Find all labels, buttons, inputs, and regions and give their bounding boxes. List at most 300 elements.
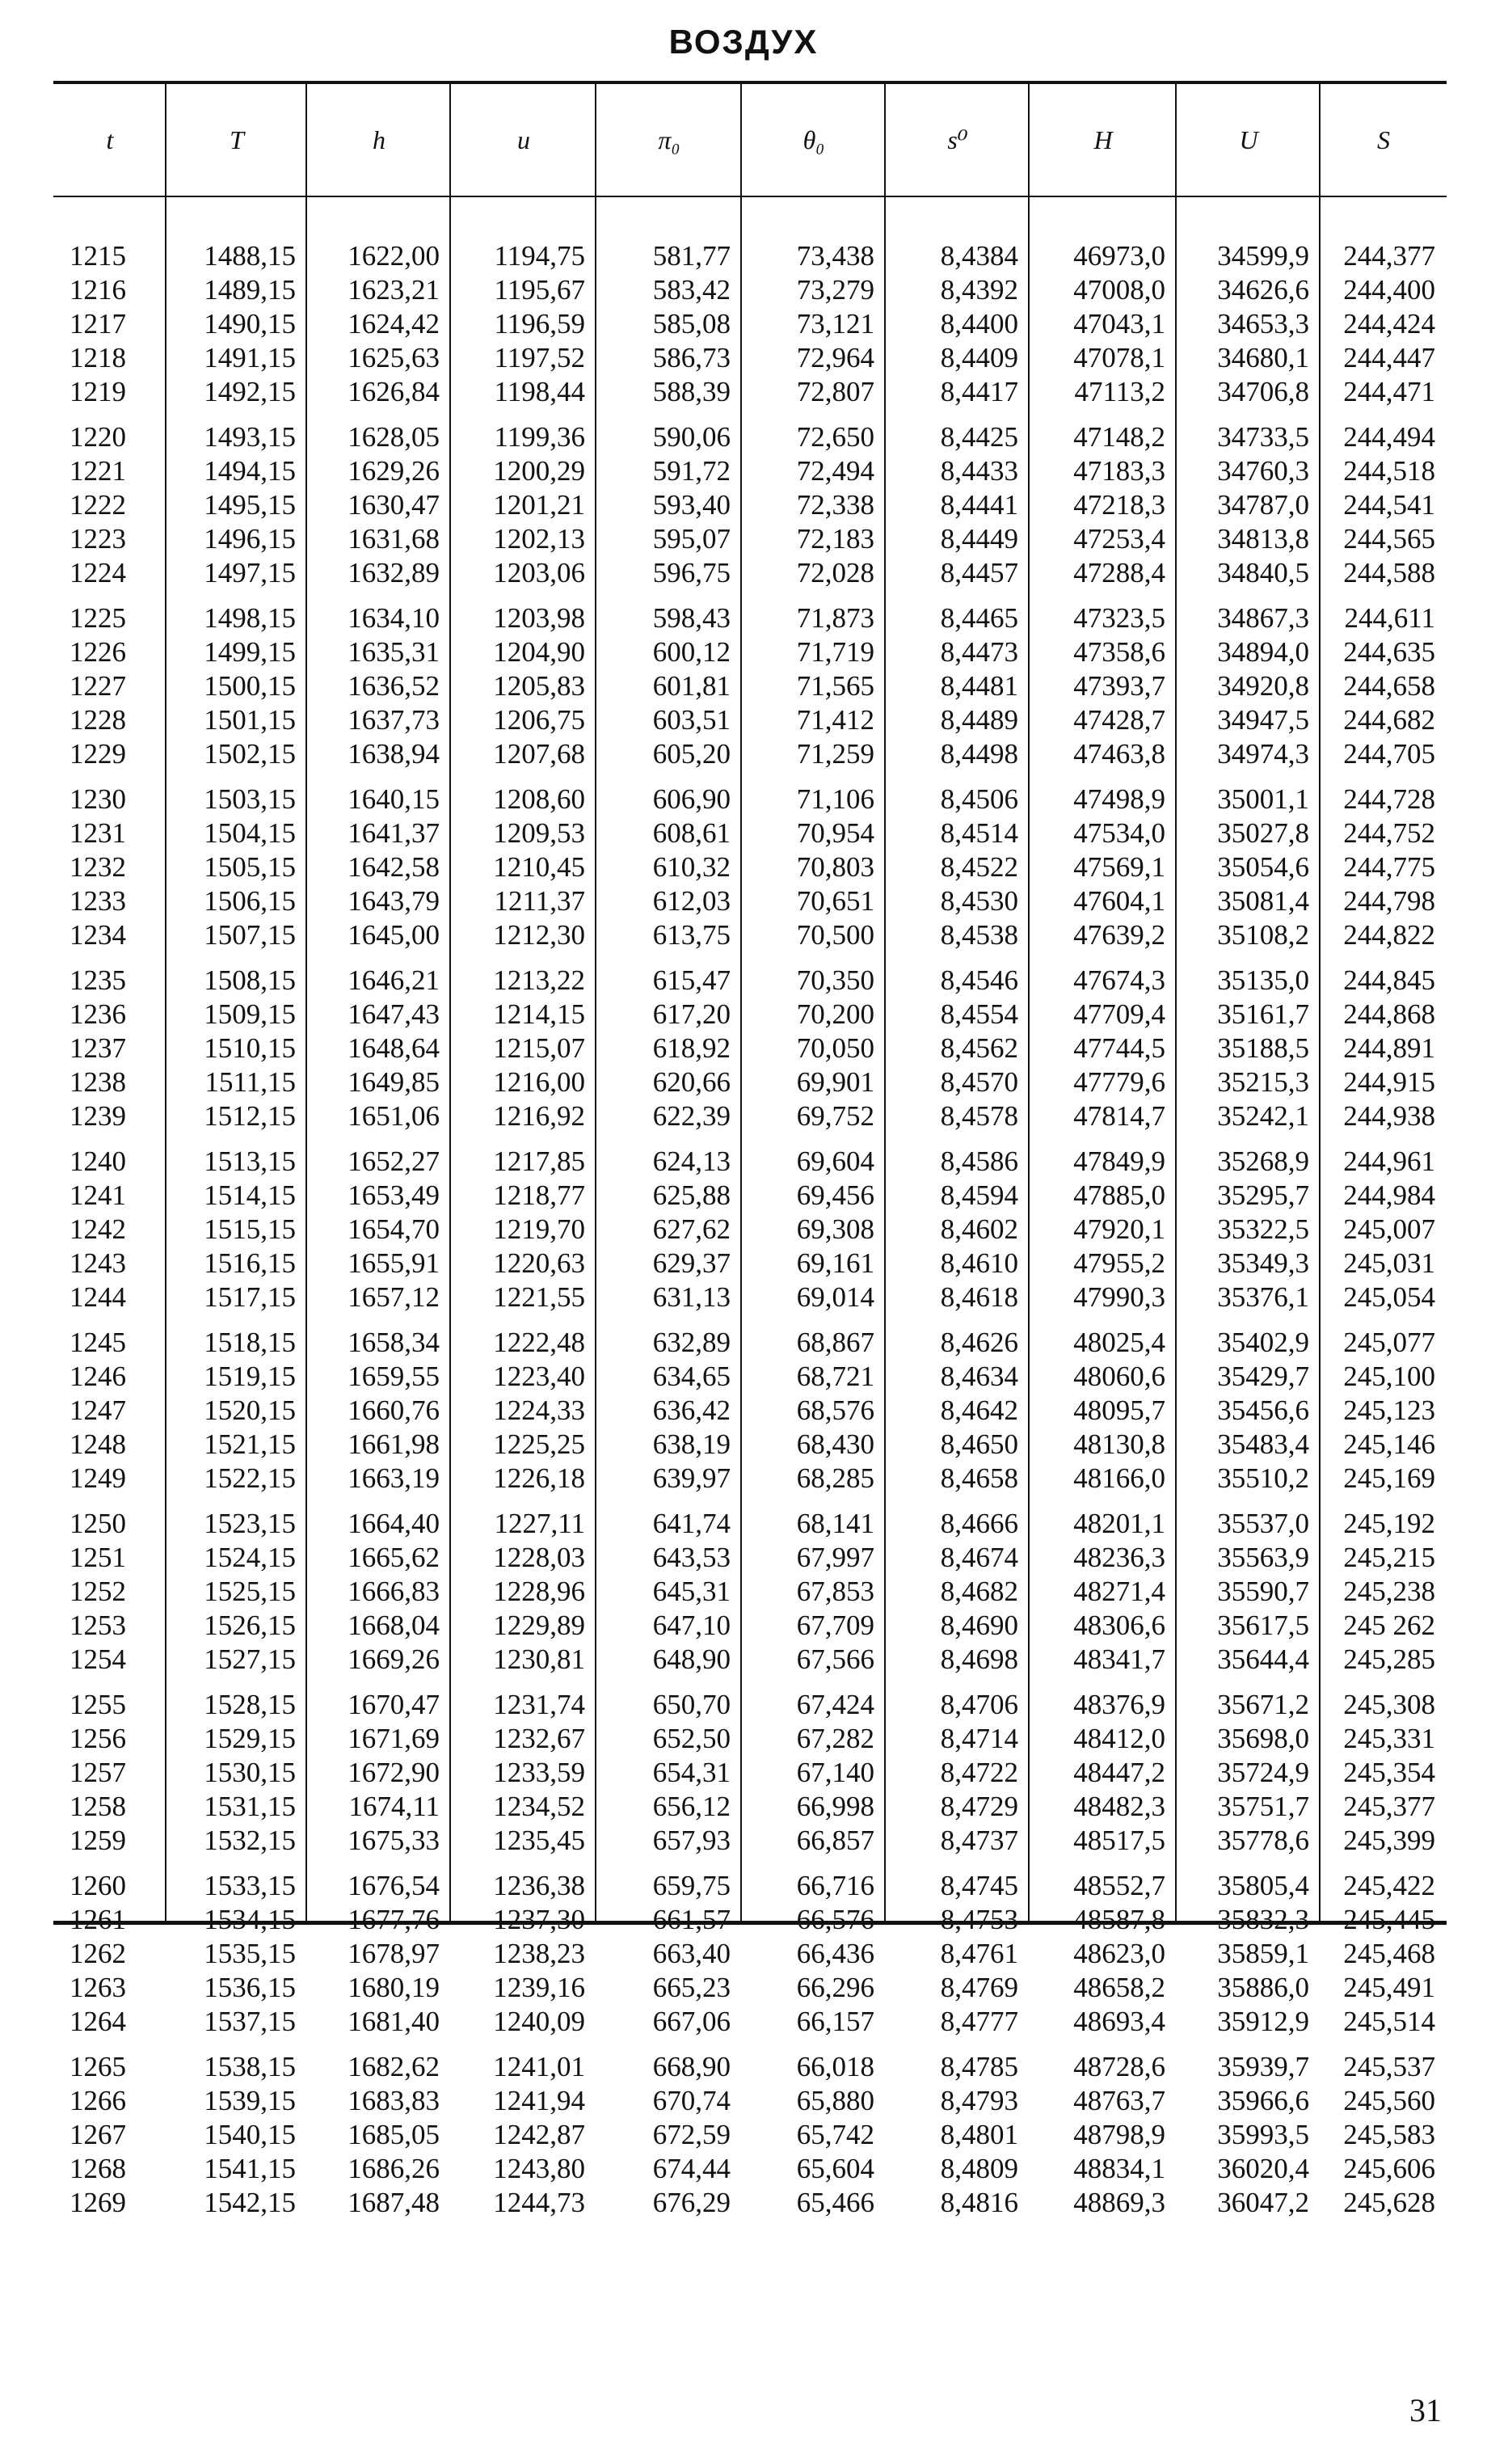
table-cell: 1230,81 (493, 1643, 585, 1675)
table-cell: 656,12 (652, 1791, 731, 1822)
table-cell: 67,566 (796, 1643, 874, 1675)
column-pi0 (596, 197, 742, 2218)
table-cell: 71,565 (796, 670, 874, 702)
table-cell: 245,445 (1343, 1904, 1435, 1935)
table-cell: 1542,15 (204, 2187, 296, 2218)
column-T (166, 197, 307, 2218)
table-cell: 1502,15 (204, 738, 296, 770)
table-cell: 1660,76 (348, 1394, 440, 1426)
table-cell: 245,238 (1343, 1576, 1435, 1607)
table-cell: 245,215 (1343, 1542, 1435, 1573)
table-cell: 1630,47 (348, 489, 440, 521)
table-cell: 73,438 (796, 240, 874, 272)
table-cell: 47639,2 (1073, 919, 1165, 951)
table-cell: 1653,49 (348, 1179, 440, 1211)
table-cell: 8,4570 (940, 1066, 1018, 1098)
table-cell: 1257 (70, 1757, 126, 1788)
table-cell: 68,430 (796, 1428, 874, 1460)
table-cell: 1263 (70, 1972, 126, 2003)
table-cell: 72,494 (796, 455, 874, 487)
table-cell: 1535,15 (204, 1938, 296, 1969)
table-cell: 244,400 (1343, 274, 1435, 306)
column-header-h: h (307, 84, 451, 196)
column-u (451, 197, 596, 2218)
table-cell: 1222 (70, 489, 126, 521)
table-cell: 244,635 (1343, 636, 1435, 668)
table-cell: 1518,15 (204, 1327, 296, 1358)
table-cell: 245 262 (1343, 1610, 1435, 1641)
table-cell: 47253,4 (1073, 523, 1165, 555)
table-cell: 1219 (70, 376, 126, 407)
table-cell: 615,47 (652, 964, 731, 996)
table-cell: 1671,69 (348, 1723, 440, 1754)
table-cell: 8,4473 (940, 636, 1018, 668)
table-cell: 69,308 (796, 1213, 874, 1245)
table-cell: 47849,9 (1073, 1146, 1165, 1177)
table-cell: 1494,15 (204, 455, 296, 487)
table-cell: 1240,09 (493, 2006, 585, 2037)
table-cell: 1241 (70, 1179, 126, 1211)
table-cell: 1664,40 (348, 1508, 440, 1539)
table-cell: 641,74 (652, 1508, 731, 1539)
table-cell: 1493,15 (204, 421, 296, 453)
table-cell: 34760,3 (1217, 455, 1309, 487)
table-cell: 34653,3 (1217, 308, 1309, 340)
column-header-pi0: π₀ (596, 84, 742, 196)
table-cell: 244,377 (1343, 240, 1435, 272)
table-cell: 1631,68 (348, 523, 440, 555)
table-cell: 244,915 (1343, 1066, 1435, 1098)
table-cell: 591,72 (652, 455, 731, 487)
table-cell: 1235 (70, 964, 126, 996)
table-cell: 244,682 (1343, 704, 1435, 736)
table-cell: 1231,74 (493, 1689, 585, 1720)
table-cell: 1520,15 (204, 1394, 296, 1426)
table-cell: 648,90 (652, 1643, 731, 1675)
table-cell: 47990,3 (1073, 1281, 1165, 1313)
table-cell: 1652,27 (348, 1146, 440, 1177)
table-cell: 1526,15 (204, 1610, 296, 1641)
table-cell: 8,4618 (940, 1281, 1018, 1313)
table-cell: 72,807 (796, 376, 874, 407)
table-cell: 35590,7 (1217, 1576, 1309, 1607)
table-cell: 1507,15 (204, 919, 296, 951)
table-cell: 8,4417 (940, 376, 1018, 407)
table-cell: 71,259 (796, 738, 874, 770)
table-cell: 244,961 (1343, 1146, 1435, 1177)
table-cell: 47148,2 (1073, 421, 1165, 453)
table-cell: 47604,1 (1073, 885, 1165, 917)
table-cell: 66,436 (796, 1938, 874, 1969)
table-cell: 48517,5 (1073, 1825, 1165, 1856)
table-cell: 1638,94 (348, 738, 440, 770)
table-cell: 1248 (70, 1428, 126, 1460)
table-cell: 1234,52 (493, 1791, 585, 1822)
table-cell: 613,75 (652, 919, 731, 951)
table-cell: 1265 (70, 2051, 126, 2082)
table-cell: 1643,79 (348, 885, 440, 917)
table-cell: 1217,85 (493, 1146, 585, 1177)
table-cell: 65,466 (796, 2187, 874, 2218)
table-cell: 8,4400 (940, 308, 1018, 340)
table-cell: 66,157 (796, 2006, 874, 2037)
table-cell: 632,89 (652, 1327, 731, 1358)
table-cell: 608,61 (652, 817, 731, 849)
table-cell: 1651,06 (348, 1100, 440, 1132)
table-cell: 35161,7 (1217, 998, 1309, 1030)
table-cell: 35617,5 (1217, 1610, 1309, 1641)
table-cell: 667,06 (652, 2006, 731, 2037)
table-cell: 639,97 (652, 1462, 731, 1494)
table-cell: 35429,7 (1217, 1361, 1309, 1392)
table-cell: 244,705 (1343, 738, 1435, 770)
table-cell: 65,742 (796, 2119, 874, 2150)
table-cell: 1677,76 (348, 1904, 440, 1935)
table-cell: 654,31 (652, 1757, 731, 1788)
table-cell: 1516,15 (204, 1247, 296, 1279)
table-cell: 1629,26 (348, 455, 440, 487)
table-cell: 629,37 (652, 1247, 731, 1279)
table-cell: 1243,80 (493, 2153, 585, 2184)
table-cell: 47183,3 (1073, 455, 1165, 487)
table-cell: 1256 (70, 1723, 126, 1754)
table-cell: 244,471 (1343, 376, 1435, 407)
table-cell: 35939,7 (1217, 2051, 1309, 2082)
table-cell: 1218,77 (493, 1179, 585, 1211)
table-cell: 1218 (70, 342, 126, 373)
table-cell: 1488,15 (204, 240, 296, 272)
table-cell: 1222,48 (493, 1327, 585, 1358)
table-cell: 1659,55 (348, 1361, 440, 1392)
table-cell: 36020,4 (1217, 2153, 1309, 2184)
table-cell: 1268 (70, 2153, 126, 2184)
table-cell: 622,39 (652, 1100, 731, 1132)
table-cell: 1495,15 (204, 489, 296, 521)
table-cell: 1537,15 (204, 2006, 296, 2037)
table-cell: 1524,15 (204, 1542, 296, 1573)
column-header-theta0: θ₀ (742, 84, 886, 196)
table-cell: 67,140 (796, 1757, 874, 1788)
table-cell: 581,77 (652, 240, 731, 272)
table-cell: 73,121 (796, 308, 874, 340)
table-cell: 35859,1 (1217, 1938, 1309, 1969)
table-cell: 1212,30 (493, 919, 585, 951)
table-cell: 1685,05 (348, 2119, 440, 2150)
table-cell: 1242 (70, 1213, 126, 1245)
table-cell: 8,4753 (940, 1904, 1018, 1935)
table-cell: 8,4658 (940, 1462, 1018, 1494)
table-cell: 1267 (70, 2119, 126, 2150)
table-cell: 245,628 (1343, 2187, 1435, 2218)
table-cell: 34680,1 (1217, 342, 1309, 373)
table-cell: 657,93 (652, 1825, 731, 1856)
table-cell: 66,018 (796, 2051, 874, 2082)
column-S (1321, 197, 1447, 2218)
table-cell: 35402,9 (1217, 1327, 1309, 1358)
table-cell: 48834,1 (1073, 2153, 1165, 2184)
table-cell: 35644,4 (1217, 1643, 1309, 1675)
table-cell: 8,4698 (940, 1643, 1018, 1675)
table-cell: 1226,18 (493, 1462, 585, 1494)
table-cell: 1220,63 (493, 1247, 585, 1279)
table-cell: 1211,37 (494, 885, 585, 917)
table-cell: 1253 (70, 1610, 126, 1641)
table-cell: 1628,05 (348, 421, 440, 453)
table-cell: 1687,48 (348, 2187, 440, 2218)
table-cell: 620,66 (652, 1066, 731, 1098)
table-cell: 48447,2 (1073, 1757, 1165, 1788)
table-cell: 1196,59 (494, 308, 585, 340)
table-cell: 245,537 (1343, 2051, 1435, 2082)
table-cell: 8,4554 (940, 998, 1018, 1030)
table-cell: 1686,26 (348, 2153, 440, 2184)
table-cell: 1676,54 (348, 1870, 440, 1901)
table-cell: 617,20 (652, 998, 731, 1030)
table-cell: 1512,15 (204, 1100, 296, 1132)
table-cell: 1515,15 (204, 1213, 296, 1245)
table-cell: 1252 (70, 1576, 126, 1607)
table-cell: 674,44 (652, 2153, 731, 2184)
table-cell: 598,43 (652, 602, 731, 634)
table-cell: 1215,07 (493, 1032, 585, 1064)
table-cell: 48201,1 (1073, 1508, 1165, 1539)
table-cell: 35376,1 (1217, 1281, 1309, 1313)
table-cell: 34947,5 (1217, 704, 1309, 736)
table-cell: 1670,47 (348, 1689, 440, 1720)
table-cell: 1641,37 (348, 817, 440, 849)
table-cell: 1511,15 (204, 1066, 296, 1098)
table-cell: 1246 (70, 1361, 126, 1392)
column-header-S: S (1377, 124, 1390, 154)
table-cell: 1533,15 (204, 1870, 296, 1901)
table-cell: 1622,00 (348, 240, 440, 272)
table-cell: 647,10 (652, 1610, 731, 1641)
column-h (307, 197, 451, 2218)
table-cell: 48763,7 (1073, 2085, 1165, 2116)
table-cell: 35268,9 (1217, 1146, 1309, 1177)
table-cell: 34894,0 (1217, 636, 1309, 668)
table-cell: 70,803 (796, 851, 874, 883)
table-cell: 1540,15 (204, 2119, 296, 2150)
table-cell: 1635,31 (348, 636, 440, 668)
table-cell: 69,901 (796, 1066, 874, 1098)
table-cell: 8,4626 (940, 1327, 1018, 1358)
table-cell: 68,141 (796, 1508, 874, 1539)
table-cell: 48130,8 (1073, 1428, 1165, 1460)
table-cell: 659,75 (652, 1870, 731, 1901)
table-cell: 244,588 (1343, 557, 1435, 589)
table-cell: 1646,21 (348, 964, 440, 996)
table-cell: 48306,6 (1073, 1610, 1165, 1641)
table-cell: 1503,15 (204, 783, 296, 815)
table-cell: 1227,11 (494, 1508, 585, 1539)
table-cell: 1648,64 (348, 1032, 440, 1064)
table-cell: 245,422 (1343, 1870, 1435, 1901)
table-cell: 35242,1 (1217, 1100, 1309, 1132)
table-cell: 8,4801 (940, 2119, 1018, 2150)
table-cell: 8,4562 (940, 1032, 1018, 1064)
table-cell: 35001,1 (1217, 783, 1309, 815)
column-H (1030, 197, 1177, 2218)
table-cell: 245,514 (1343, 2006, 1435, 2037)
table-cell: 66,576 (796, 1904, 874, 1935)
table-cell: 1250 (70, 1508, 126, 1539)
table-cell: 1266 (70, 2085, 126, 2116)
table-cell: 1199,36 (494, 421, 585, 453)
table-cell: 1205,83 (493, 670, 585, 702)
table-cell: 1204,90 (493, 636, 585, 668)
table-cell: 48552,7 (1073, 1870, 1165, 1901)
table-cell: 71,719 (796, 636, 874, 668)
table-cell: 67,424 (796, 1689, 874, 1720)
table-cell: 244,424 (1343, 308, 1435, 340)
table-cell: 8,4769 (940, 1972, 1018, 2003)
table-cell: 600,12 (652, 636, 731, 668)
table-cell: 1663,19 (348, 1462, 440, 1494)
table-cell: 627,62 (652, 1213, 731, 1245)
table-cell: 1505,15 (204, 851, 296, 883)
table-cell: 70,200 (796, 998, 874, 1030)
table-cell: 588,39 (652, 376, 731, 407)
table-cell: 47569,1 (1073, 851, 1165, 883)
table-cell: 244,658 (1343, 670, 1435, 702)
table-cell: 1624,42 (348, 308, 440, 340)
table-cell: 70,651 (796, 885, 874, 917)
table-cell: 244,798 (1343, 885, 1435, 917)
table-cell: 1530,15 (204, 1757, 296, 1788)
table-cell: 606,90 (652, 783, 731, 815)
table-cell: 47709,4 (1073, 998, 1165, 1030)
table-cell: 1532,15 (204, 1825, 296, 1856)
table-cell: 1234 (70, 919, 126, 951)
table-cell: 244,822 (1343, 919, 1435, 951)
table-cell: 72,338 (796, 489, 874, 521)
table-cell: 34813,8 (1217, 523, 1309, 555)
table-cell: 601,81 (652, 670, 731, 702)
table-cell: 1654,70 (348, 1213, 440, 1245)
table-cell: 244,447 (1343, 342, 1435, 373)
table-cell: 1215 (70, 240, 126, 272)
table-cell: 67,997 (796, 1542, 874, 1573)
table-cell: 71,873 (796, 602, 874, 634)
table-cell: 34974,3 (1217, 738, 1309, 770)
table-cell: 1236 (70, 998, 126, 1030)
table-cell: 8,4514 (940, 817, 1018, 849)
column-header-T: T (166, 84, 307, 196)
table-cell: 65,604 (796, 2153, 874, 2184)
table-cell: 65,880 (796, 2085, 874, 2116)
table-cell: 1541,15 (204, 2153, 296, 2184)
table-cell: 245,031 (1343, 1247, 1435, 1279)
table-cell: 244,565 (1343, 523, 1435, 555)
table-cell: 1499,15 (204, 636, 296, 668)
table-cell: 1674,11 (348, 1791, 440, 1822)
table-cell: 69,752 (796, 1100, 874, 1132)
table-cell: 245,123 (1343, 1394, 1435, 1426)
table-cell: 47323,5 (1073, 602, 1165, 634)
table-cell: 1658,34 (348, 1327, 440, 1358)
table-cell: 1636,52 (348, 670, 440, 702)
table-cell: 1525,15 (204, 1576, 296, 1607)
table-cell: 1625,63 (348, 342, 440, 373)
table-cell: 72,183 (796, 523, 874, 555)
table-cell: 48693,4 (1073, 2006, 1165, 2037)
table-cell: 1669,26 (348, 1643, 440, 1675)
table-cell: 631,13 (652, 1281, 731, 1313)
table-cell: 1198,44 (494, 376, 585, 407)
table-cell: 1501,15 (204, 704, 296, 736)
table-cell: 245,169 (1343, 1462, 1435, 1494)
table-cell: 1626,84 (348, 376, 440, 407)
table-cell: 8,4714 (940, 1723, 1018, 1754)
table-cell: 48025,4 (1073, 1327, 1165, 1358)
table-cell: 1529,15 (204, 1723, 296, 1754)
table-cell: 1640,15 (348, 783, 440, 815)
table-cell: 1647,43 (348, 998, 440, 1030)
table-cell: 244,518 (1343, 455, 1435, 487)
table-cell: 1217 (70, 308, 126, 340)
table-cell: 1243 (70, 1247, 126, 1279)
table-cell: 244,775 (1343, 851, 1435, 883)
table-cell: 1539,15 (204, 2085, 296, 2116)
table-cell: 8,4506 (940, 783, 1018, 815)
table-cell: 1235,45 (493, 1825, 585, 1856)
table-cell: 1225,25 (493, 1428, 585, 1460)
page-number: 31 (1409, 2392, 1442, 2428)
table-cell: 1237 (70, 1032, 126, 1064)
table-cell: 67,709 (796, 1610, 874, 1641)
table-cell: 1682,62 (348, 2051, 440, 2082)
table-cell: 1509,15 (204, 998, 296, 1030)
table-cell: 8,4498 (940, 738, 1018, 770)
table-cell: 48728,6 (1073, 2051, 1165, 2082)
table-cell: 1237,30 (493, 1904, 585, 1935)
table-cell: 69,014 (796, 1281, 874, 1313)
table-cell: 1225 (70, 602, 126, 634)
table-cell: 35912,9 (1217, 2006, 1309, 2037)
table-cell: 1514,15 (204, 1179, 296, 1211)
table-cell: 245,285 (1343, 1643, 1435, 1675)
table-cell: 1522,15 (204, 1462, 296, 1494)
table-cell: 8,4650 (940, 1428, 1018, 1460)
table-cell: 8,4449 (940, 523, 1018, 555)
table-cell: 245,100 (1343, 1361, 1435, 1392)
column-header-s0: s⁰ (886, 84, 1030, 196)
table-cell: 68,576 (796, 1394, 874, 1426)
table-cell: 48060,6 (1073, 1361, 1165, 1392)
table-cell: 1637,73 (348, 704, 440, 736)
table-cell: 1241,01 (493, 2051, 585, 2082)
table-cell: 245,308 (1343, 1689, 1435, 1720)
table-cell: 605,20 (652, 738, 731, 770)
table-cell: 47885,0 (1073, 1179, 1165, 1211)
table-cell: 1233 (70, 885, 126, 917)
table-cell: 35188,5 (1217, 1032, 1309, 1064)
table-cell: 1497,15 (204, 557, 296, 589)
table-cell: 1229,89 (493, 1610, 585, 1641)
table-cell: 8,4816 (940, 2187, 1018, 2218)
table-cell: 35456,6 (1217, 1394, 1309, 1426)
table-cell: 34840,5 (1217, 557, 1309, 589)
table-cell: 244,752 (1343, 817, 1435, 849)
table-cell: 1260 (70, 1870, 126, 1901)
table-cell: 71,106 (796, 783, 874, 815)
table-cell: 645,31 (652, 1576, 731, 1607)
table-cell: 661,57 (652, 1904, 731, 1935)
table-cell: 244,611 (1344, 602, 1435, 634)
table-cell: 35751,7 (1217, 1791, 1309, 1822)
table-cell: 8,4793 (940, 2085, 1018, 2116)
